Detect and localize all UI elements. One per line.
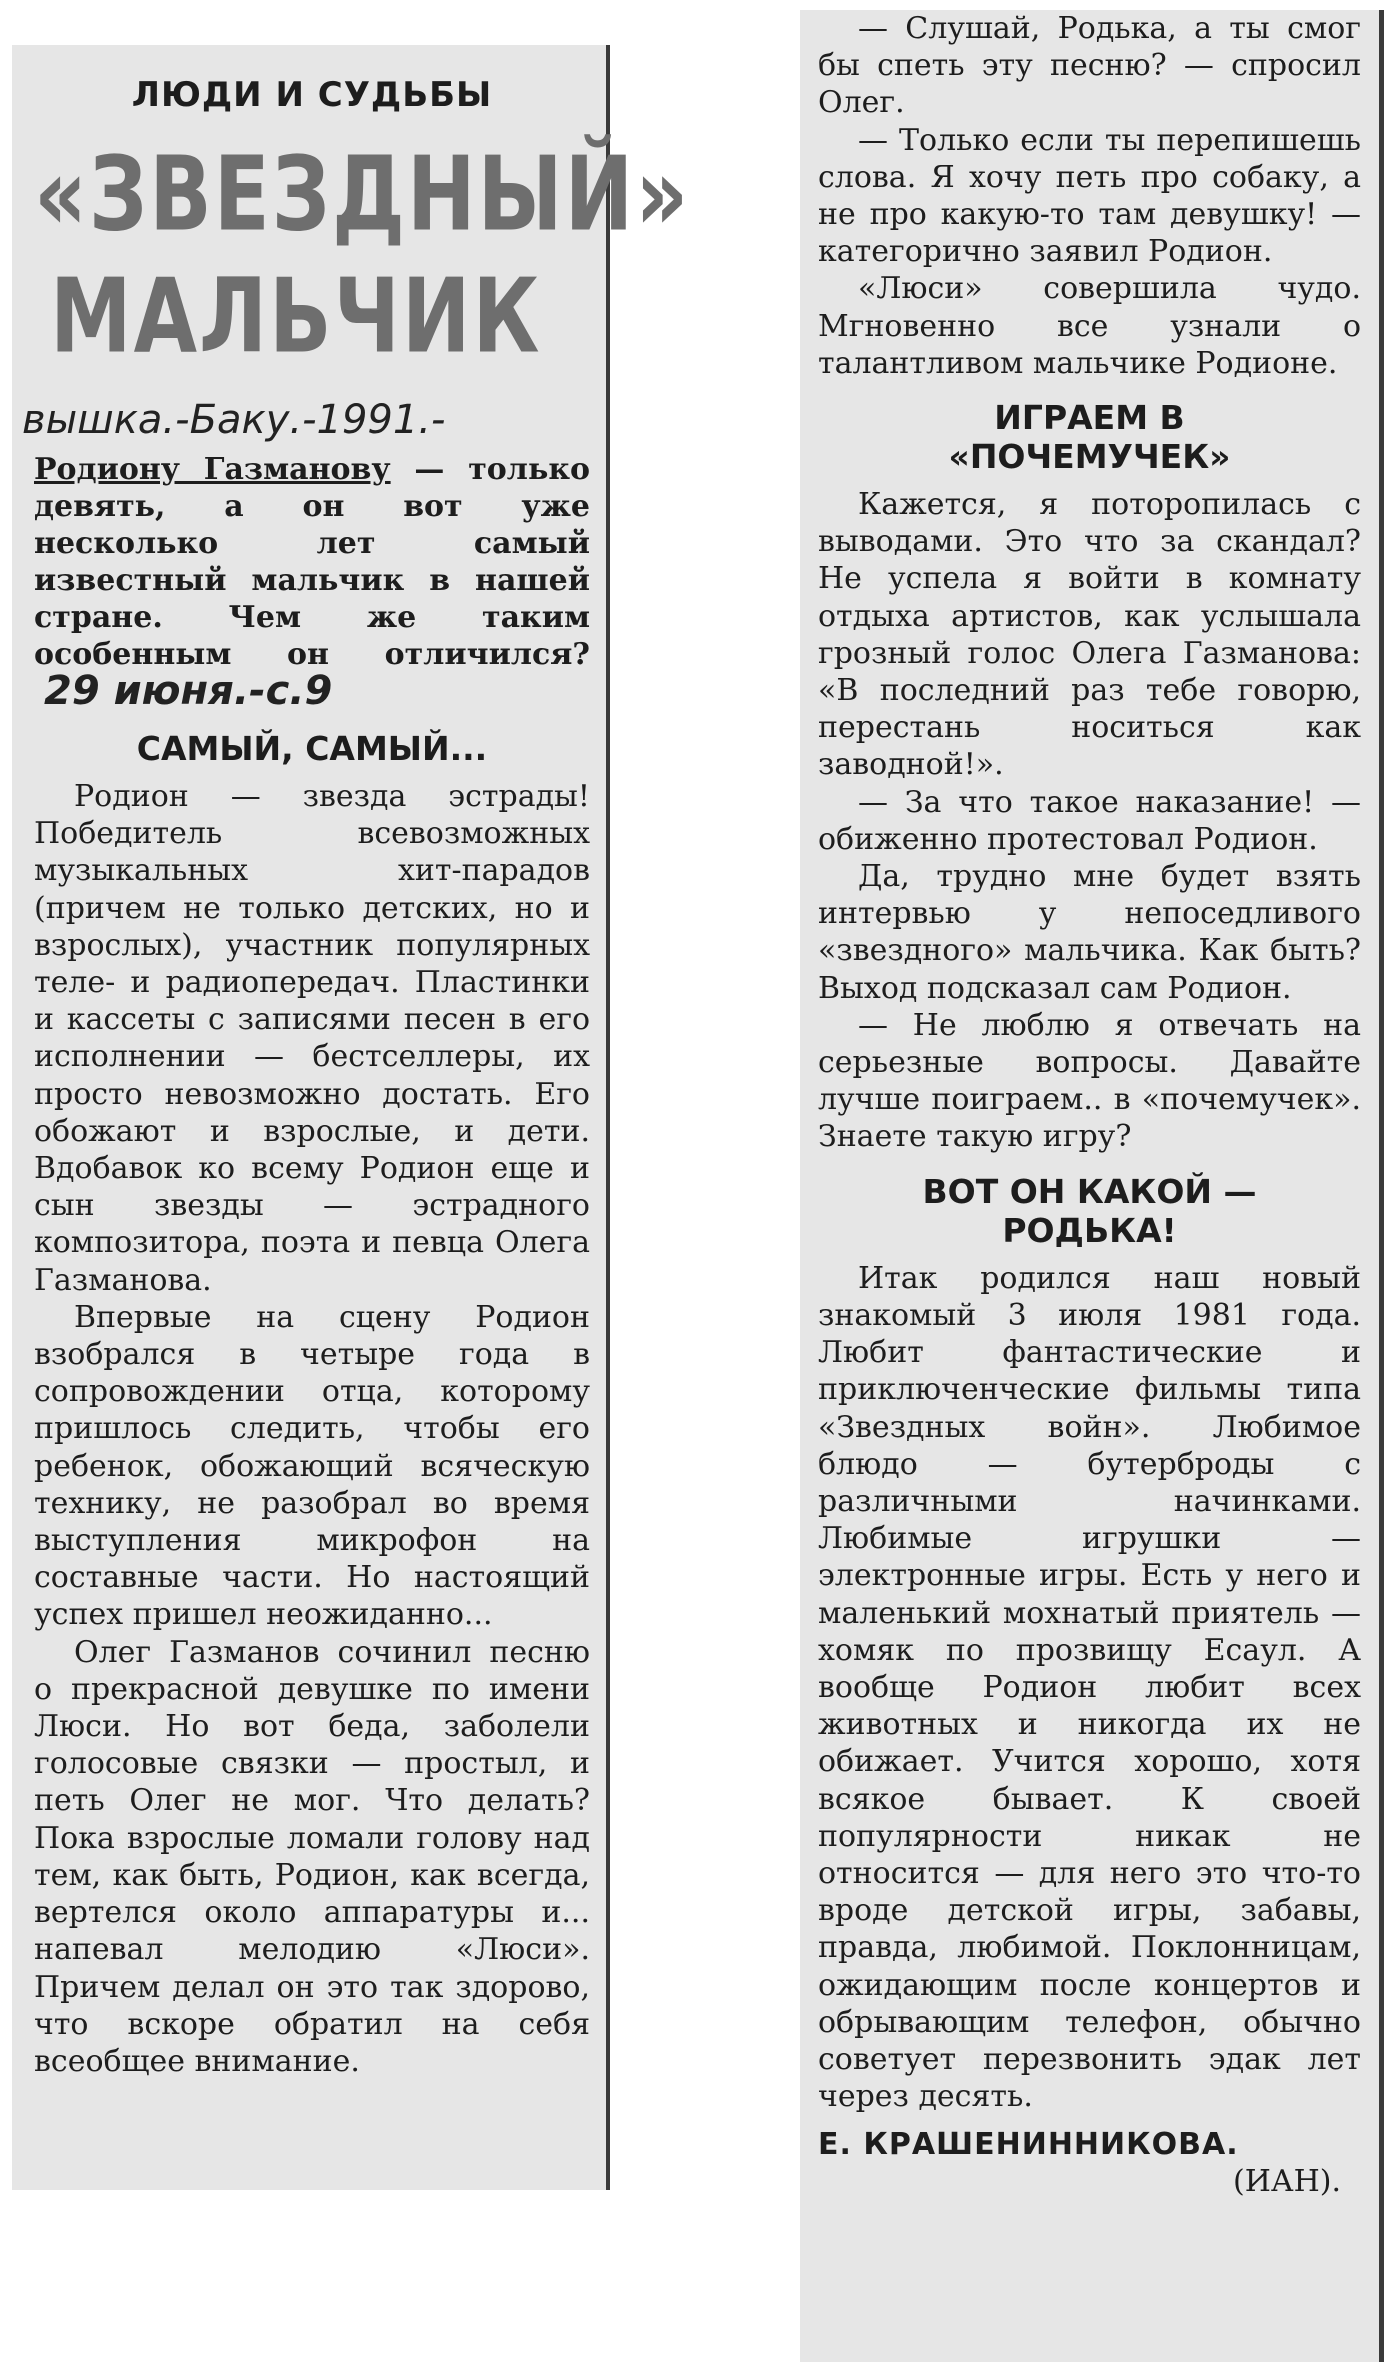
section-title-3-line-1: ВОТ ОН КАКОЙ — [922, 1171, 1257, 1211]
section-title-2-line-2: «ПОЧЕМУЧЕК» [948, 437, 1231, 477]
article-paragraph: — Слушай, Родька, а ты смог бы спеть эту песню? — спросил Олег. [818, 11, 1361, 121]
article-paragraph: — Не люблю я отвечать на серьезные вопросы. Давайте лучше поиграем.. в «почемучек». Знаете такую игру? [818, 1007, 1361, 1155]
section-title-2 [818, 398, 1361, 476]
clipping-right-column [800, 10, 1384, 2362]
article-paragraph: — Только если ты перепишешь слова. Я хочу петь про собаку, а не про какую-то там девушку! — категорично заявил Родион. [818, 122, 1361, 270]
article-paragraph: Впервые на сцену Родион взобрался в четыре года в сопровождении отца, которому пришлось следить, чтобы его ребенок, обожающий всяческую технику, не разобрал во время выступления микрофон на составные части. Но настоящий успех пришел неожиданно... [34, 1299, 590, 1633]
lead-name: Родиону Газманову [34, 452, 391, 487]
handwritten-source-note: вышка.-Баку.-1991.- [22, 397, 446, 443]
lead-text: — только девять, а он вот уже несколько лет самый известный мальчик в нашей стране. Чем же таким особенным он отличился? [34, 452, 590, 672]
article-paragraph: Да, трудно мне будет взять интервью у непоседливого «звездного» мальчика. Как быть? Выход подсказал сам Родион. [818, 859, 1361, 1006]
news-agency: (ИАН). [1233, 2164, 1341, 2200]
article-paragraph: «Люси» совершила чудо. Мгновенно все узнали о талантливом мальчике Родионе. [818, 271, 1361, 381]
section-title-3 [818, 1172, 1361, 1250]
article-paragraph: Кажется, я поторопилась с выводами. Это что за скандал? Не успела я войти в комнату отдыха артистов, как услышала грозный голос Олега Газманова: «В последний раз тебе говорю, перестань носиться как заводной!». [818, 487, 1361, 783]
article-paragraph: Итак родился наш новый знакомый 3 июля 1981 года. Любит фантастические и приключенческие фильмы типа «Звездных войн». Любимое блюдо — бутерброды с различными начинками. Любимые игрушки — электронные игры. Есть у него и маленький мохнатый приятель — хомяк по прозвищу Есаул. А вообще Родион любит всех животных и никогда их не обижает. Учится хорошо, хотя всякое бывает. К своей популярности никак не относится — для него это что-то вроде детской игры, забавы, правда, любимой. Поклонницам, ожидающим после концертов и обрывающим телефон, обычно советует перезвонить эдак лет через десять. [818, 1260, 1361, 2115]
handwritten-date-note: 29 июня.-с.9 [44, 668, 333, 714]
right-column-content [818, 10, 1361, 2199]
lead-paragraph [34, 451, 590, 713]
article-paragraph: Родион — звезда эстрады! Победитель всевозможных музыкальных хит-парадов (причем не только детских, но и взрослых), участник популярных теле- и радиопередач. Пластинки и кассеты с записями песен в его исполнении — бестселлеры, их просто невозможно достать. Его обожают и взрослые, и дети. Вдобавок ко всему Родион еще и сын звезды — эстрадного композитора, поэта и певца Олега Газманова. [34, 779, 590, 1298]
article-paragraph: — За что такое наказание! — обиженно протестовал Родион. [818, 784, 1361, 857]
section-title-3-line-2: РОДЬКА! [1002, 1210, 1177, 1250]
section-title-1: САМЫЙ, САМЫЙ... [136, 729, 488, 768]
left-column-content [22, 45, 691, 2080]
headline-line-1: «ЗВЕЗДНЫЙ» [34, 135, 691, 255]
headline-line-2: МАЛЬЧИК [50, 257, 542, 377]
rubric-title: ЛЮДИ И СУДЬБЫ [131, 75, 493, 115]
clipping-left-column [12, 45, 691, 2190]
article-paragraph: Олег Газманов сочинил песню о прекрасной девушке по имени Люси. Но вот беда, заболели голосовые связки — простыл, и петь Олег не мог. Что делать? Пока взрослые ломали голову над тем, как быть, Родион, как всегда, вертелся около аппаратуры и... напевал мелодию «Люси». Причем делал он это так здорово, что вскоре обратил на себя всеобщее внимание. [34, 1634, 590, 2079]
author-signature: Е. КРАШЕНИННИКОВА. [818, 2127, 1239, 2163]
section-title-2-line-1: ИГРАЕМ В [994, 398, 1185, 438]
